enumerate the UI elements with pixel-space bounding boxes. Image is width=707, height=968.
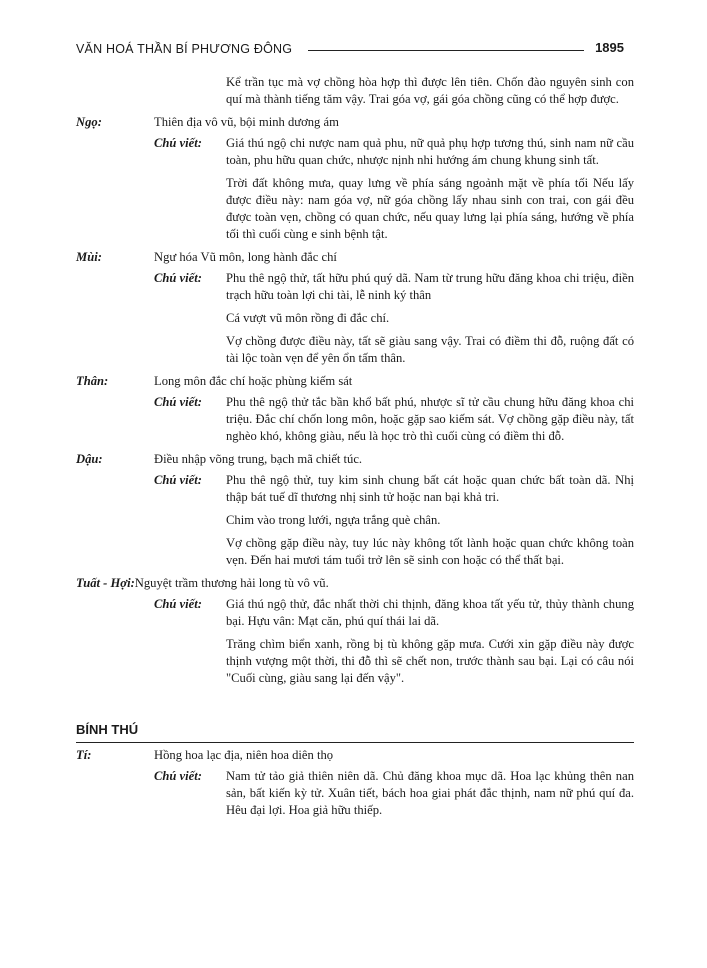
note-label: Chú viết: xyxy=(154,769,202,783)
entry-label: Mùi: xyxy=(76,250,102,264)
entry-headline: Điều nhập võng trung, bạch mã chiết túc. xyxy=(154,452,363,466)
note-text: Giá thú ngộ thử, đắc nhất thời chi thịnh, đăng khoa tất yếu tử, thủy thành chung bại. Hựu vân: Mạt căn, phú quí thái lai dã. xyxy=(226,597,634,628)
entry-ti xyxy=(76,747,634,819)
note-text: Phu thê ngộ thử, tất hữu phú quý dã. Nam từ trung hữu đăng khoa chi triệu, điền trạch hữu toàn lợi chi tài, lễ ninh ký thân xyxy=(226,271,634,302)
translation-paragraph: Vợ chồng được điều này, tất sẽ giàu sang vậy. Trai có điềm thi đỗ, ruộng đất có tài lộc toàn vẹn để yên ổn tấm thân. xyxy=(226,334,634,365)
note-text: Phu thê ngộ thử tắc bần khổ bất phú, nhược sĩ tử cầu chung hữu đăng khoa chi triệu. Đắc chí chốn long môn, hoặc gặp sao kiếm sát. Vợ chồng gặp điều này, tất nghèo khó, không giàu, nếu là học trò thì cuối cùng có điềm thi đỗ. xyxy=(226,395,634,443)
entry-label: Ngọ: xyxy=(76,115,102,129)
entry-ngo xyxy=(76,114,634,243)
note-label: Chú viết: xyxy=(154,395,202,409)
translation-paragraph: Cá vượt vũ môn rồng đi đắc chí. xyxy=(226,311,390,325)
entry-dau xyxy=(76,451,634,569)
note-label: Chú viết: xyxy=(154,473,202,487)
entry-label: Dậu: xyxy=(76,452,103,466)
note-label: Chú viết: xyxy=(154,597,202,611)
entry-headline: Thiên địa vô vũ, bội minh dương ám xyxy=(154,115,339,129)
note-label: Chú viết: xyxy=(154,271,202,285)
entry-headline: Ngư hóa Vũ môn, long hành đắc chí xyxy=(154,250,337,264)
note-text: Phu thê ngộ thử, tuy kim sinh chung bất cát hoặc quan chức bất toàn dã. Nhị thập bát tuế dĩ thương nhị sinh tử hoặc nan bại khả tri. xyxy=(226,473,634,504)
entry-headline: Long môn đắc chí hoặc phùng kiếm sát xyxy=(154,374,353,388)
page-number: 1895 xyxy=(595,40,624,55)
header-rule xyxy=(308,50,584,51)
translation-paragraph: Trời đất không mưa, quay lưng về phía sáng ngoảnh mặt về phía tối Nếu lấy được điều này: nam góa vợ, nữ góa chồng lấy nhau sinh con trai, con gái đều được toàn vẹn, chồng có quan chức, nếu quay lưng lại phía sáng, hướng về phía tối thì cuối cùng e sinh bệnh tật. xyxy=(226,176,634,241)
entry-than xyxy=(76,373,634,445)
entry-label: Tí: xyxy=(76,748,92,762)
intro-paragraph: Kể trần tục mà vợ chồng hòa hợp thì được lên tiên. Chốn đào nguyên sinh con quí mà thành tiếng tăm vậy. Trai góa vợ, gái góa chồng cũng có thể hợp được. xyxy=(226,75,634,106)
section-title: BÍNH THÚ xyxy=(76,721,634,743)
entry-headline: Hồng hoa lạc địa, niên hoa diên thọ xyxy=(154,748,334,762)
entry-tuat-hoi xyxy=(76,575,634,687)
entry-label: Tuất - Hợi: xyxy=(76,576,135,590)
entry-mui xyxy=(76,249,634,367)
note-text: Giá thú ngộ chi nược nam quả phu, nữ quả phụ hợp tương thú, sinh nam nữ cầu toàn, phu hữu quan chức, nhược nịnh nhi hướng ám chung khung sinh tất. xyxy=(226,136,634,167)
entry-label: Thân: xyxy=(76,374,109,388)
note-label: Chú viết: xyxy=(154,136,202,150)
translation-paragraph: Trăng chìm biển xanh, rồng bị tù không gặp mưa. Cưới xin gặp điều này được thịnh vượng một thời, thi đỗ thì sẽ chết non, trước thành sau bại. Lại có câu nói "Cuối cùng, giàu sang lại đến vậy". xyxy=(226,637,634,685)
note-text: Nam tử tảo giả thiên niên dã. Chủ đăng khoa mục dã. Hoa lạc khủng thên nan sản, bất kiến kỳ tử. Xuân tiết, bách hoa giai phát đắc thịnh, nam nữ phú quí đa. Hêu đại lợi. Hoa giả hữu thiếp. xyxy=(226,769,634,817)
translation-paragraph: Chim vào trong lưới, ngựa trắng què chân. xyxy=(226,513,441,527)
entry-headline: Nguyệt trầm thương hải long tù vô vũ. xyxy=(134,576,329,590)
page-content xyxy=(76,74,634,825)
translation-paragraph: Vợ chồng gặp điều này, tuy lúc này không tốt lành hoặc quan chức không toàn vẹn. Đến hai mươi tám tuổi trở lên sẽ sinh con hoặc có thể thất bại. xyxy=(226,536,634,567)
book-title: VĂN HOÁ THẦN BÍ PHƯƠNG ĐÔNG xyxy=(76,42,293,56)
running-header xyxy=(76,40,624,62)
